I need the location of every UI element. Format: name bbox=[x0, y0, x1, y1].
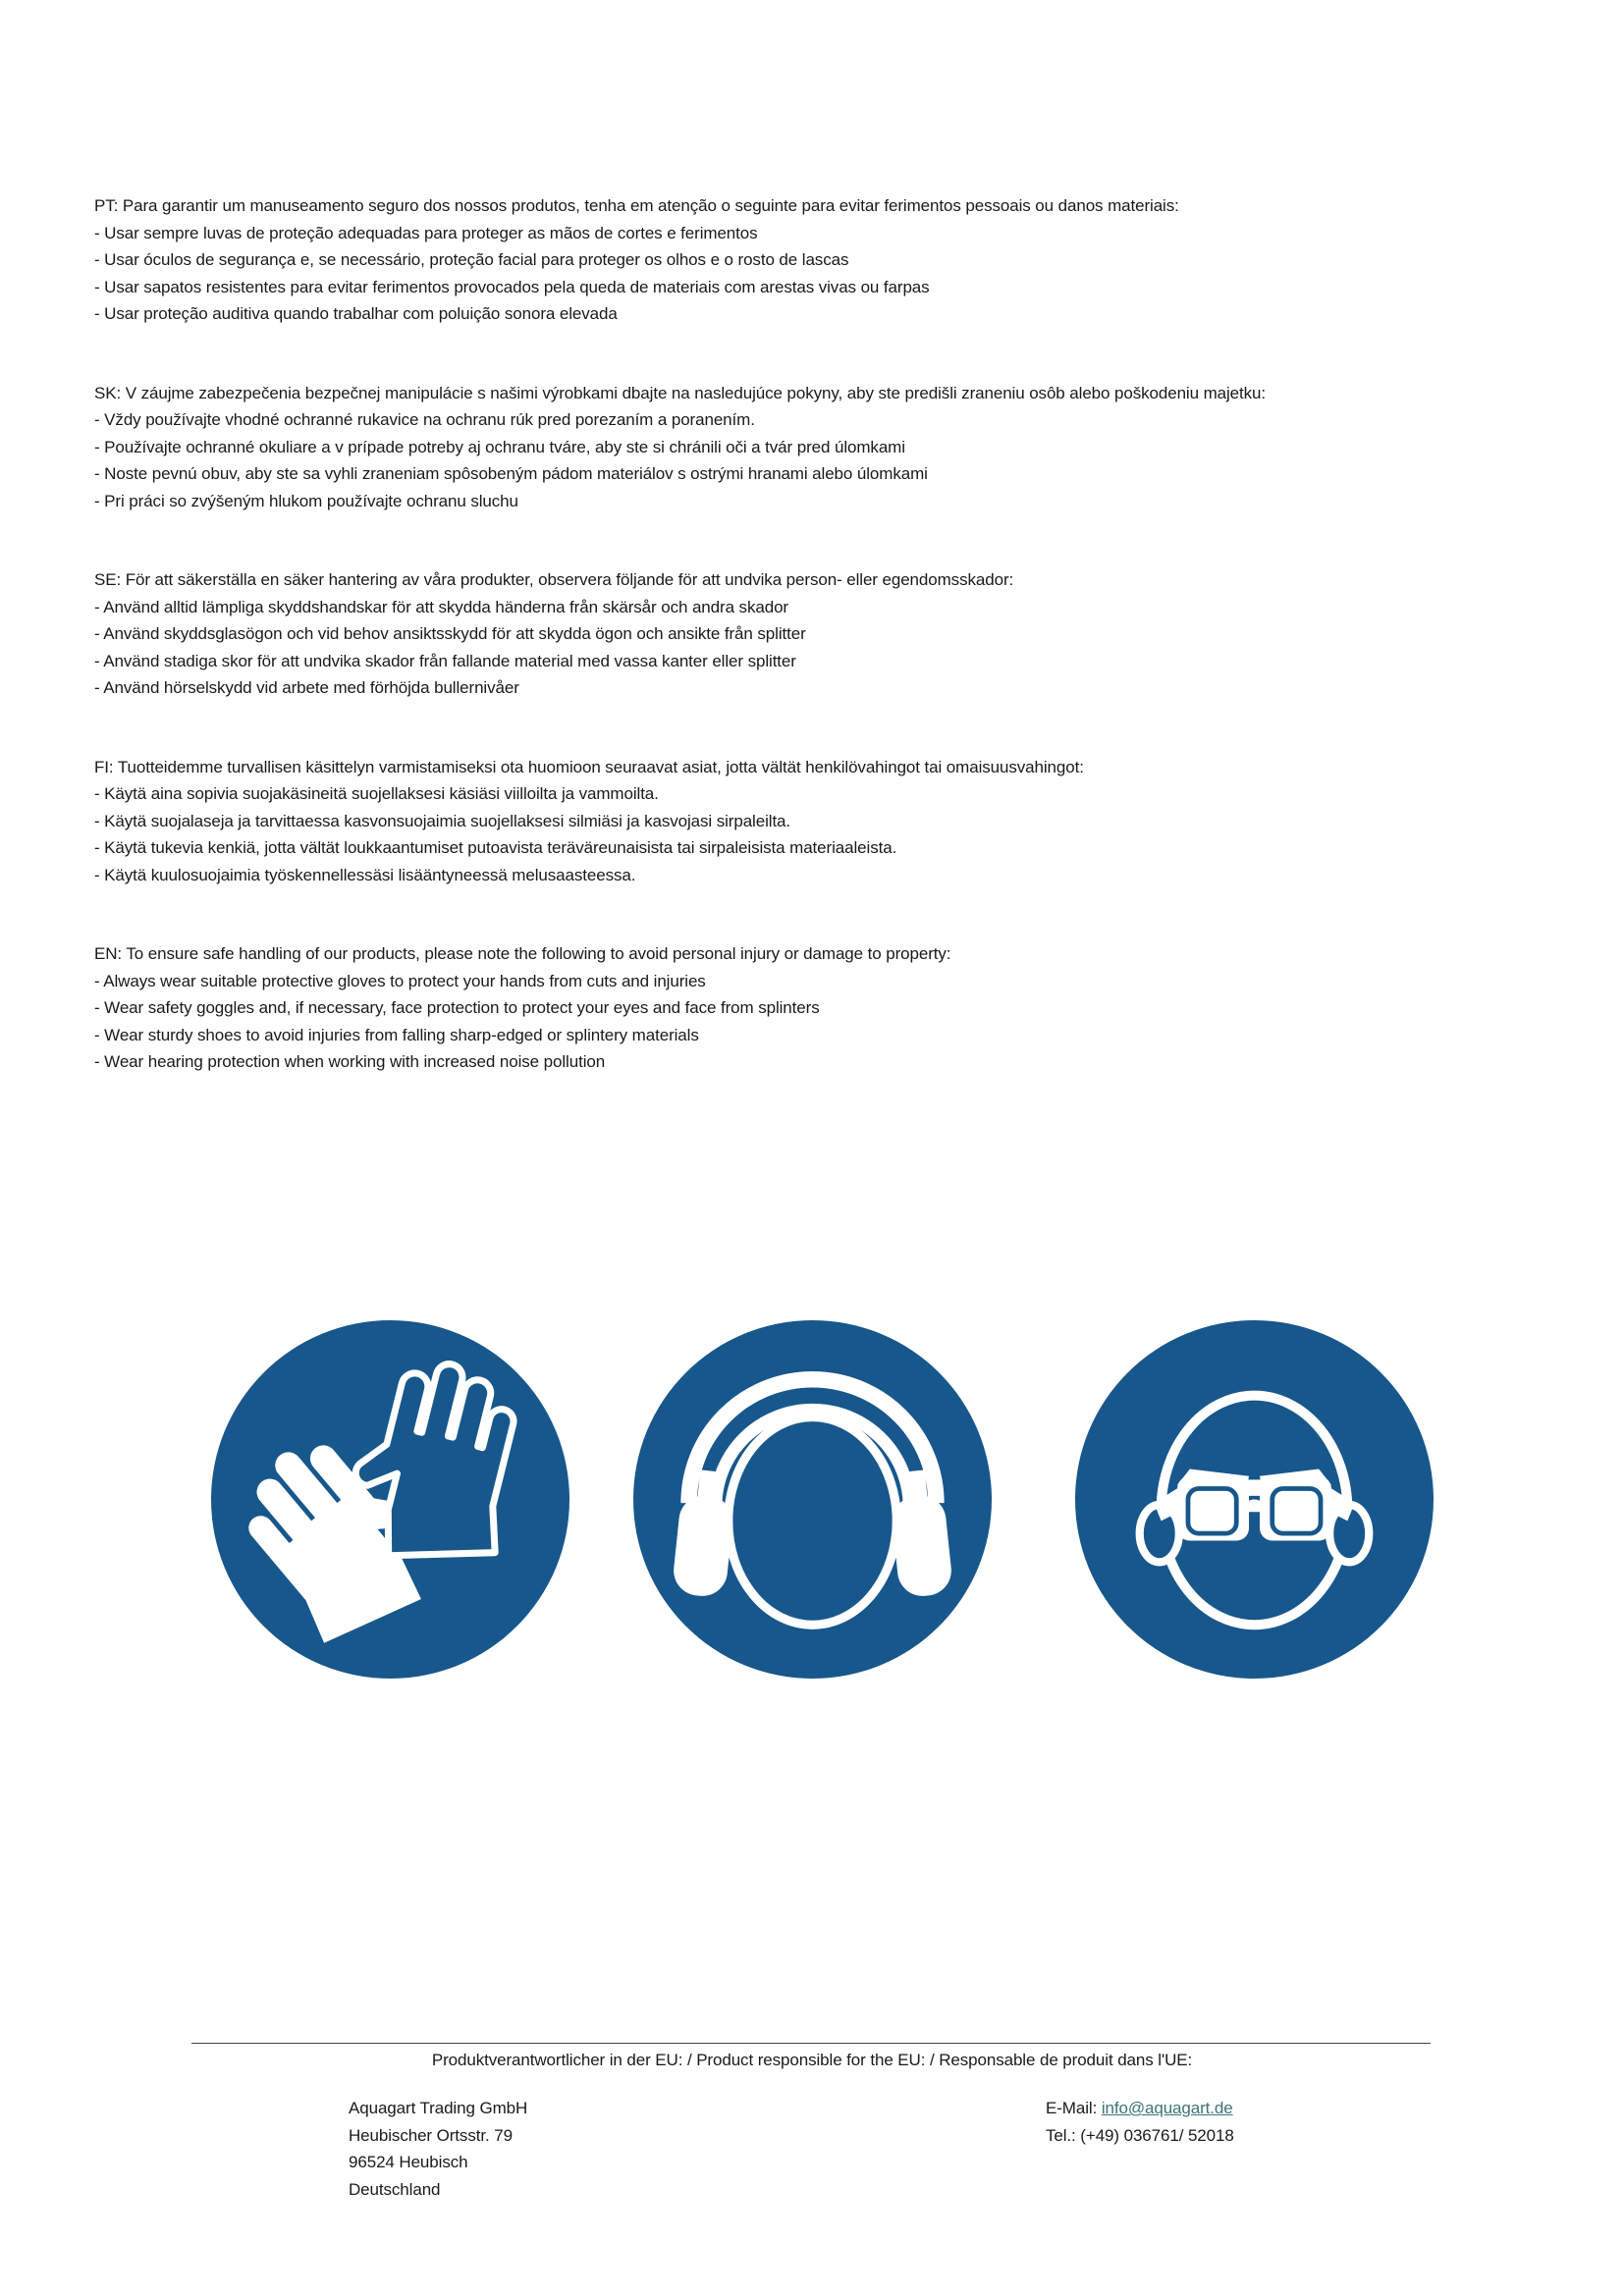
bullet-line: - Wear sturdy shoes to avoid injuries from falling sharp-edged or splintery materials bbox=[94, 1025, 699, 1044]
section-fi bbox=[94, 754, 1469, 889]
bullet-line: - Använd skyddsglasögon och vid behov ansiktsskydd för att skydda ögon och ansikte från splitter bbox=[94, 624, 806, 643]
bullet-line: - Noste pevnú obuv, aby ste sa vyhli zraneniam spôsobeným pádom materiálov s ostrými hranami alebo úlomkami bbox=[94, 464, 928, 483]
bullet-line: - Používajte ochranné okuliare a v prípade potreby aj ochranu tváre, aby ste si chránili oči a tvár pred úlomkami bbox=[94, 437, 905, 456]
wear-ear-protection-icon bbox=[633, 1320, 992, 1679]
bullet-line: - Vždy používajte vhodné ochranné rukavice na ochranu rúk pred porezaním a poranením. bbox=[94, 410, 755, 429]
section-en bbox=[94, 940, 1469, 1076]
bullet-line: - Använd alltid lämpliga skyddshandskar för att skydda händerna från skärsår och andra skador bbox=[94, 597, 788, 616]
bullet-line: - Pri práci so zvýšeným hlukom používajte ochranu sluchu bbox=[94, 491, 518, 510]
bullet-line: - Usar sempre luvas de proteção adequadas para proteger as mãos de cortes e ferimentos bbox=[94, 223, 758, 242]
bullet-line: - Usar sapatos resistentes para evitar ferimentos provocados pela queda de materiais com arestas vivas ou farpas bbox=[94, 277, 930, 296]
section-intro: SE: För att säkerställa en säker hantering av våra produkter, observera följande för att undvika person- eller egendomsskador: bbox=[94, 570, 1014, 589]
bullet-line: - Usar proteção auditiva quando trabalhar com poluição sonora elevada bbox=[94, 304, 618, 323]
bullet-line: - Använd hörselskydd vid arbete med förhöjda bullernivåer bbox=[94, 678, 519, 697]
bullet-line: - Always wear suitable protective gloves to protect your hands from cuts and injuries bbox=[94, 971, 706, 990]
email-link[interactable]: info@aquagart.de bbox=[1101, 2099, 1233, 2117]
company-address-block bbox=[349, 2095, 527, 2203]
company-name: Aquagart Trading GmbH bbox=[349, 2099, 528, 2117]
wear-protective-gloves-icon bbox=[211, 1320, 569, 1679]
language-sections bbox=[94, 192, 1469, 1128]
phone-line: Tel.: (+49) 036761/ 52018 bbox=[1046, 2125, 1234, 2145]
company-street: Heubischer Ortsstr. 79 bbox=[349, 2125, 513, 2145]
company-contact-block bbox=[1046, 2095, 1234, 2149]
section-sk bbox=[94, 380, 1469, 515]
bullet-line: - Wear safety goggles and, if necessary, face protection to protect your eyes and face from splinters bbox=[94, 998, 820, 1017]
footer-heading: Produktverantwortlicher in der EU: / Product responsible for the EU: / Responsable de produit dans l'UE: bbox=[431, 2051, 1193, 2069]
section-intro: EN: To ensure safe handling of our products, please note the following to avoid personal injury or damage to property: bbox=[94, 944, 951, 963]
bullet-line: - Käytä tukevia kenkiä, jotta vältät loukkaantumiset putoavista teräväreunaisista tai sirpaleisista materiaaleista. bbox=[94, 838, 897, 857]
email-line bbox=[1046, 2095, 1234, 2122]
bullet-line: - Käytä kuulosuojaimia työskennellessäsi lisääntyneessä melusaasteessa. bbox=[94, 865, 636, 884]
section-intro: PT: Para garantir um manuseamento seguro dos nossos produtos, tenha em atenção o seguinte para evitar ferimentos pessoais ou danos materiais: bbox=[94, 196, 1179, 215]
bullet-line: - Wear hearing protection when working with increased noise pollution bbox=[94, 1052, 606, 1071]
section-intro: SK: V záujme zabezpečenia bezpečnej manipulácie s našimi výrobkami dbajte na nasledujúce pokyny, aby ste predišli zraneniu osôb alebo poškodeniu majetku: bbox=[94, 383, 1267, 402]
bullet-line: - Usar óculos de segurança e, se necessário, proteção facial para proteger os olhos e o rosto de lascas bbox=[94, 250, 849, 269]
bullet-line: - Käytä aina sopivia suojakäsineitä suojellaksesi käsiäsi viilloilta ja vammoilta. bbox=[94, 784, 659, 803]
section-intro: FI: Tuotteidemme turvallisen käsittelyn varmistamiseksi ota huomioon seuraavat asiat, jotta vältät henkilövahingot tai omaisuusvahingot: bbox=[94, 757, 1084, 776]
company-city: 96524 Heubisch bbox=[349, 2153, 468, 2171]
mandatory-sign-row bbox=[211, 1320, 1434, 1679]
bullet-line: - Käytä suojalaseja ja tarvittaessa kasvonsuojaimia suojellaksesi silmiäsi ja kasvojasi sirpaleilta. bbox=[94, 811, 791, 830]
section-pt bbox=[94, 192, 1469, 328]
section-se bbox=[94, 566, 1469, 702]
footer-divider bbox=[191, 2043, 1431, 2044]
company-country: Deutschland bbox=[349, 2179, 441, 2199]
email-label: E-Mail: bbox=[1046, 2099, 1102, 2117]
wear-eye-protection-icon bbox=[1075, 1320, 1434, 1679]
bullet-line: - Använd stadiga skor för att undvika skador från fallande material med vassa kanter eller splitter bbox=[94, 651, 796, 670]
